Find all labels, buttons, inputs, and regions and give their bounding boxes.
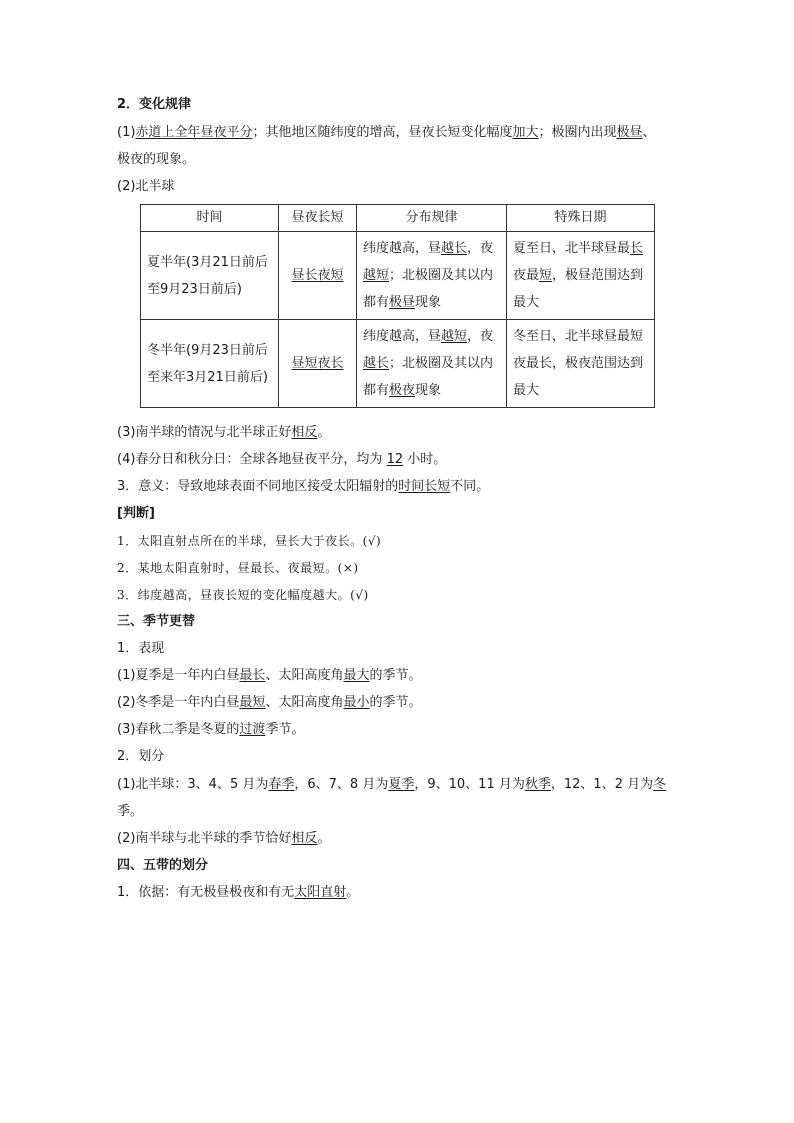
paragraph-1-cont: 极夜的现象。 — [117, 152, 196, 167]
paragraph-2: (2)北半球 — [117, 179, 175, 194]
season-line-3: (3)春秋二季是冬夏的过渡季节。 — [117, 722, 305, 737]
col-length: 昼夜长短 — [279, 205, 357, 232]
table-row — [141, 232, 655, 320]
table-row — [141, 320, 655, 408]
cell-distribution: 纬度越高，昼越短，夜越长；北极圈及其以内都有极夜现象 — [357, 320, 507, 408]
col-distribution: 分布规律 — [357, 205, 507, 232]
cell-special-date: 夏至日，北半球昼最长夜最短，极昼范围达到最大 — [507, 232, 655, 320]
season-line-4-cont: 季。 — [117, 804, 144, 819]
season-line-4: (1)北半球：3、4、5 月为春季，6、7、8 月为夏季，9、10、11 月为秋季，12、1、2 月为冬 — [117, 777, 667, 792]
judge-title: [判断] — [117, 506, 155, 521]
season-heading-2: 2．划分 — [117, 749, 165, 764]
section-title-zones: 四、五带的划分 — [117, 858, 209, 873]
season-line-5: (2)南半球与北半球的季节恰好相反。 — [117, 831, 331, 846]
cell-distribution: 纬度越高，昼越长，夜越短；北极圈及其以内都有极昼现象 — [357, 232, 507, 320]
paragraph-3: (3)南半球的情况与北半球正好相反。 — [117, 425, 331, 440]
cell-time: 夏半年(3月21日前后至9月23日前后) — [141, 232, 279, 320]
season-heading-1: 1．表现 — [117, 641, 165, 656]
significance-line: 3．意义：导致地球表面不同地区接受太阳辐射的时间长短不同。 — [117, 479, 490, 494]
col-special-date: 特殊日期 — [507, 205, 655, 232]
cell-time: 冬半年(9月23日前后至来年3月21日前后) — [141, 320, 279, 408]
judge-item: 1．太阳直射点所在的半球，昼长大于夜长。(√) — [117, 534, 382, 548]
paragraph-4: (4)春分日和秋分日：全球各地昼夜平分，均为 12 小时。 — [117, 452, 447, 467]
judge-item: 2．某地太阳直射时，昼最长、夜最短。(×) — [117, 561, 359, 575]
season-line-2: (2)冬季是一年内白昼最短、太阳高度角最小的季节。 — [117, 695, 422, 710]
season-line-1: (1)夏季是一年内白昼最长、太阳高度角最大的季节。 — [117, 668, 422, 683]
cell-length: 昼短夜长 — [279, 320, 357, 408]
col-time: 时间 — [141, 205, 279, 232]
table-header-row — [141, 205, 655, 232]
section-title-season: 三、季节更替 — [117, 614, 196, 629]
heading-change-pattern: 2．变化规律 — [117, 97, 192, 112]
cell-special-date: 冬至日，北半球昼最短夜最长，极夜范围达到最大 — [507, 320, 655, 408]
cell-length: 昼长夜短 — [279, 232, 357, 320]
zones-line-1: 1．依据：有无极昼极夜和有无太阳直射。 — [117, 885, 360, 900]
northern-hemisphere-table — [140, 204, 655, 408]
paragraph-1: (1)赤道上全年昼夜平分；其他地区随纬度的增高，昼夜长短变化幅度加大；极圈内出现极昼、 — [117, 125, 656, 140]
judge-item: 3．纬度越高，昼夜长短的变化幅度越大。(√) — [117, 588, 369, 602]
